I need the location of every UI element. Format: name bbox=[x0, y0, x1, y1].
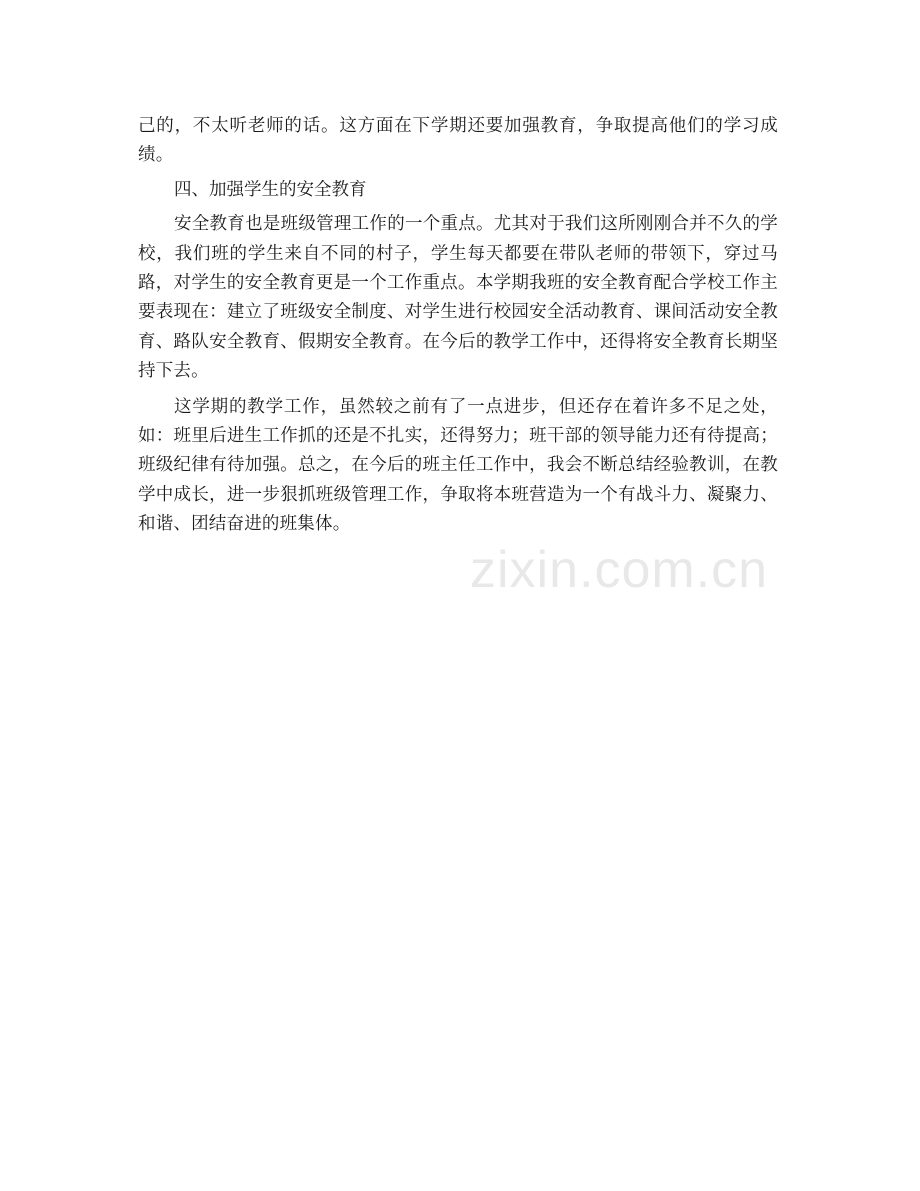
section-heading-safety-education: 四、加强学生的安全教育 bbox=[174, 179, 367, 200]
paragraph-summary: 这学期的教学工作，虽然较之前有了一点进步，但还存在着许多不足之处，如：班里后进生工作抓的还是不扎实，还得努力；班干部的领导能力还有待提高；班级纪律有待加强。总之，在今后的班主任工作中，我会不断总结经验教训，在教学中成长，进一步狠抓班级管理工作，争取将本班营造为一个有战斗力、凝聚力、和谐、团结奋进的班集体。 bbox=[138, 396, 778, 535]
watermark-text: zixin.com.cn bbox=[470, 541, 769, 599]
paragraph-continuation: 己的，不太听老师的话。这方面在下学期还要加强教育，争取提高他们的学习成绩。 bbox=[138, 116, 778, 166]
document-body bbox=[138, 112, 778, 540]
paragraph-safety-education: 安全教育也是班级管理工作的一个重点。尤其对于我们这所刚刚合并不久的学校，我们班的学生来自不同的村子，学生每天都要在带队老师的带领下，穿过马路，对学生的安全教育更是一个工作重点。本学期我班的安全教育配合学校工作主要表现在：建立了班级安全制度、对学生进行校园安全活动教育、课间活动安全教育、路队安全教育、假期安全教育。在今后的教学工作中，还得将安全教育长期坚持下去。 bbox=[138, 214, 778, 382]
